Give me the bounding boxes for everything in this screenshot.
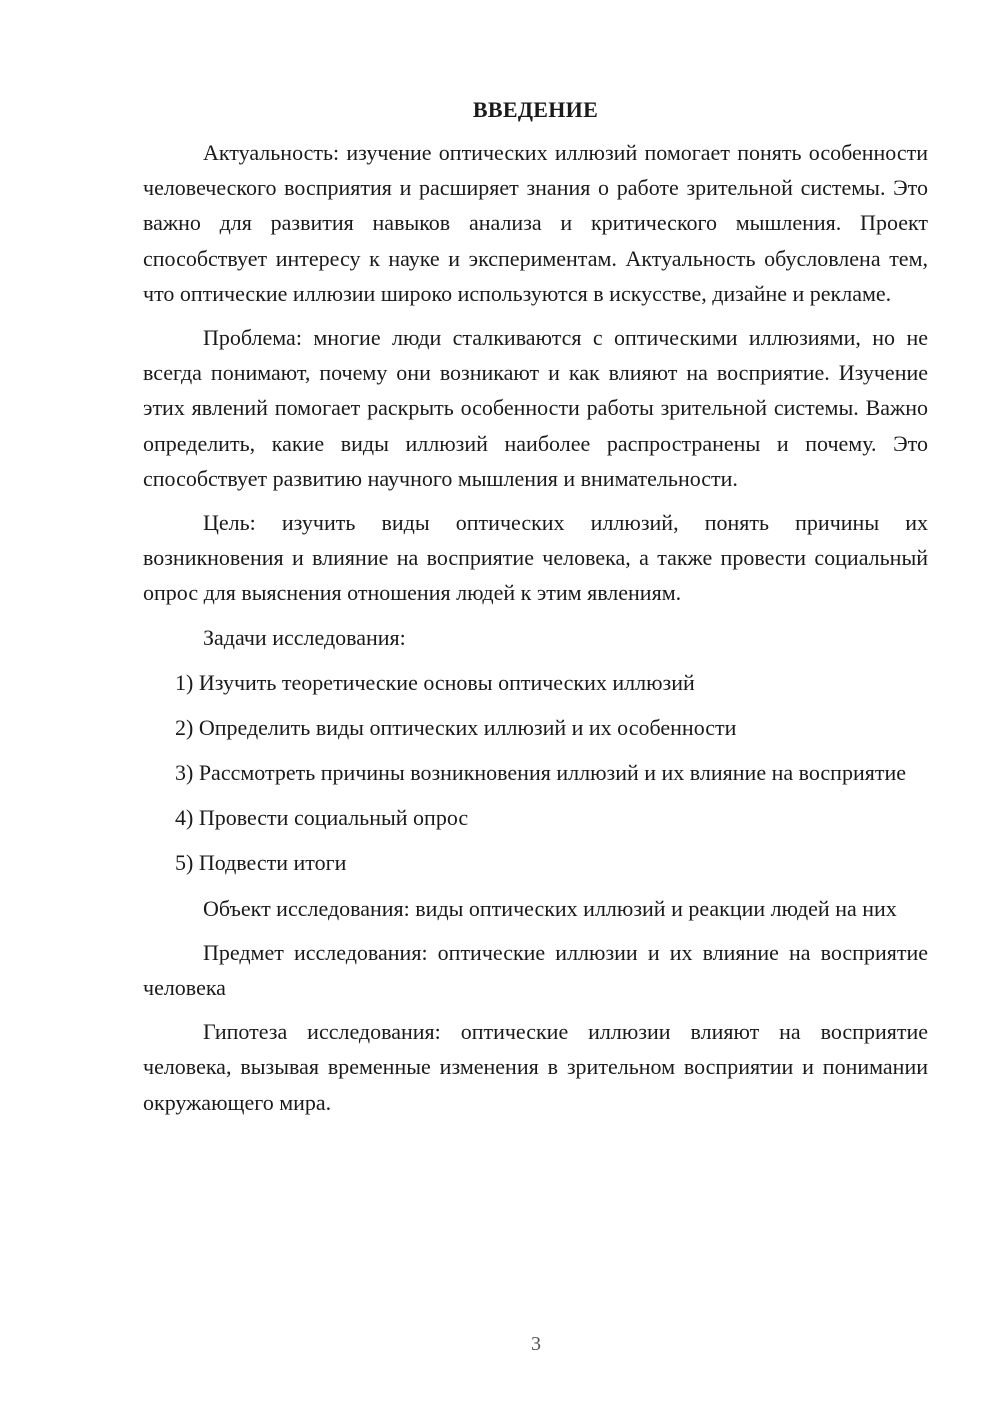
task-item-3: 3) Рассмотреть причины возникновения иллюзий и их влияние на восприятие (175, 760, 906, 786)
task-item-5: 5) Подвести итоги (175, 850, 347, 876)
task-item-1: 1) Изучить теоретические основы оптических иллюзий (175, 669, 695, 695)
subject-paragraph: Предмет исследования: оптические иллюзии и их влияние на восприятие человека (143, 939, 928, 1001)
object-paragraph: Объект исследования: виды оптических иллюзий и реакции людей на них (203, 895, 897, 921)
page-number: 3 (531, 1333, 541, 1355)
goal-paragraph: Цель: изучить виды оптических иллюзий, понять причины их возникновения и влияние на восприятие человека, а также провести социальный опрос для выяснения отношения людей к этим явлениям. (143, 510, 928, 606)
task-item-4: 4) Провести социальный опрос (175, 805, 469, 831)
page-title: ВВЕДЕНИЕ (472, 97, 599, 122)
task-item-2: 2) Определить виды оптических иллюзий и их особенности (175, 714, 737, 740)
hypothesis-paragraph: Гипотеза исследования: оптические иллюзии влияют на восприятие человека, вызывая временные изменения в зрительном восприятии и понимании окружающего мира. (143, 1019, 928, 1115)
problem-paragraph: Проблема: многие люди сталкиваются с оптическими иллюзиями, но не всегда понимают, почему они возникают и как влияют на восприятие. Изучение этих явлений помогает раскрыть особенности работы зрительной системы. Важно определить, какие виды иллюзий наиболее распространены и почему. Это способствует развитию научного мышления и внимательности. (143, 325, 928, 491)
relevance-paragraph: Актуальность: изучение оптических иллюзий помогает понять особенности человеческого восприятия и расширяет знания о работе зрительной системы. Это важно для развития навыков анализа и критического мышления. Проект способствует интересу к науке и экспериментам. Актуальность обусловлена тем, что оптические иллюзии широко используются в искусстве, дизайне и рекламе. (143, 140, 928, 306)
document-page (143, 92, 928, 1129)
tasks-heading: Задачи исследования: (203, 624, 406, 650)
